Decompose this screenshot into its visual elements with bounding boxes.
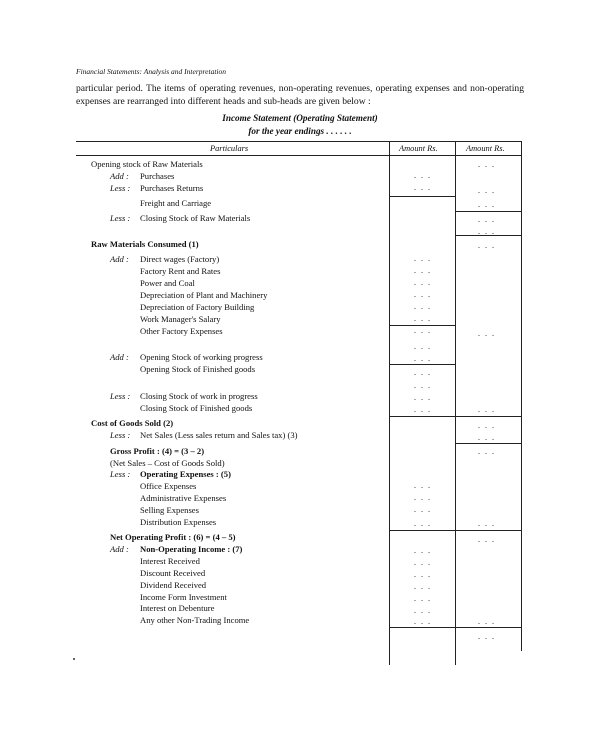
amount-placeholder: . . . <box>414 606 432 615</box>
header-amount-1: Amount Rs. <box>399 144 438 153</box>
row-gross-profit-note: (Net Sales – Cost of Goods Sold) <box>110 458 225 468</box>
subtotal-rule <box>455 211 521 212</box>
amount-placeholder: . . . <box>478 200 496 209</box>
amount-placeholder: . . . <box>478 421 496 430</box>
row-interest-received: Interest Received <box>140 556 200 566</box>
amount-placeholder: . . . <box>414 354 432 363</box>
amount-placeholder: . . . <box>478 405 496 414</box>
subtotal-rule <box>389 196 455 197</box>
intro-paragraph: particular period. The items of operating revenues, non-operating revenues, operating expenses and non-operating expenses are rearranged into different heads and sub-heads are given below : <box>76 83 524 107</box>
column-divider-1 <box>389 141 390 665</box>
amount-placeholder: . . . <box>414 493 432 502</box>
row-discount-received: Discount Received <box>140 568 206 578</box>
row-purchases: Add : Purchases <box>110 171 175 181</box>
amount-placeholder: . . . <box>414 278 432 287</box>
subtotal-rule <box>389 530 521 531</box>
amount-placeholder: . . . <box>414 546 432 555</box>
amount-placeholder: . . . <box>414 171 432 180</box>
row-closing-finished: Closing Stock of Finished goods <box>140 403 253 413</box>
row-power-coal: Power and Coal <box>140 278 195 288</box>
amount-placeholder: . . . <box>478 447 496 456</box>
amount-placeholder: . . . <box>414 519 432 528</box>
row-cogs: Cost of Goods Sold (2) <box>91 418 174 428</box>
amount-placeholder: . . . <box>414 582 432 591</box>
amount-placeholder: . . . <box>414 254 432 263</box>
row-opening-stock: Opening stock of Raw Materials <box>91 159 203 169</box>
row-interest-debenture: Interest on Debenture <box>140 603 215 613</box>
statement-title: Income Statement (Operating Statement) <box>222 113 378 123</box>
scan-speck <box>73 658 75 660</box>
subtotal-rule <box>389 416 521 417</box>
amount-placeholder: . . . <box>414 393 432 402</box>
row-non-operating-income: Add : Non-Operating Income : (7) <box>110 544 243 554</box>
header-amount-2: Amount Rs. <box>466 144 505 153</box>
amount-placeholder: . . . <box>414 617 432 626</box>
statement-subtitle: for the year endings . . . . . . <box>248 126 352 136</box>
row-operating-expenses: Less : Operating Expenses : (5) <box>110 469 231 479</box>
row-purchases-returns: Less : Purchases Returns <box>110 183 204 193</box>
row-selling-expenses: Selling Expenses <box>140 505 199 515</box>
row-direct-wages: Add : Direct wages (Factory) <box>110 254 220 264</box>
amount-placeholder: . . . <box>414 505 432 514</box>
row-other-income: Any other Non-Trading Income <box>140 615 250 625</box>
row-distribution-expenses: Distribution Expenses <box>140 517 217 527</box>
amount-placeholder: . . . <box>414 405 432 414</box>
row-closing-wip: Less : Closing Stock of work in progress <box>110 391 258 401</box>
amount-placeholder: . . . <box>478 215 496 224</box>
row-work-manager: Work Manager's Salary <box>140 314 221 324</box>
running-head: Financial Statements: Analysis and Interpretation <box>76 67 226 76</box>
row-office-expenses: Office Expenses <box>140 481 197 491</box>
amount-placeholder: . . . <box>478 617 496 626</box>
row-raw-consumed: Raw Materials Consumed (1) <box>91 239 199 249</box>
amount-placeholder: . . . <box>414 570 432 579</box>
amount-placeholder: . . . <box>414 594 432 603</box>
subtotal-rule <box>389 627 521 628</box>
row-other-factory: Other Factory Expenses <box>140 326 223 336</box>
amount-placeholder: . . . <box>414 290 432 299</box>
column-divider-2 <box>455 141 456 665</box>
row-dep-building: Depreciation of Factory Building <box>140 302 255 312</box>
amount-placeholder: . . . <box>414 326 432 335</box>
amount-placeholder: . . . <box>414 266 432 275</box>
row-dividend-received: Dividend Received <box>140 580 207 590</box>
row-freight: Freight and Carriage <box>140 198 212 208</box>
amount-placeholder: . . . <box>478 433 496 442</box>
row-net-operating-profit: Net Operating Profit : (6) = (4 – 5) <box>110 532 236 542</box>
amount-placeholder: . . . <box>478 241 496 250</box>
amount-placeholder: . . . <box>414 368 432 377</box>
subtotal-rule <box>455 443 521 444</box>
amount-placeholder: . . . <box>414 302 432 311</box>
row-closing-raw: Less : Closing Stock of Raw Materials <box>110 213 251 223</box>
amount-placeholder: . . . <box>478 329 496 338</box>
row-opening-finished: Opening Stock of Finished goods <box>140 364 256 374</box>
amount-placeholder: . . . <box>478 227 496 236</box>
amount-placeholder: . . . <box>478 535 496 544</box>
subtotal-rule <box>389 364 455 365</box>
row-income-investment: Income Form Investment <box>140 592 227 602</box>
amount-placeholder: . . . <box>478 186 496 195</box>
amount-placeholder: . . . <box>414 342 432 351</box>
header-particulars: Particulars <box>210 144 249 153</box>
row-net-sales: Less : Net Sales (Less sales return and Sales tax) (3) <box>110 430 298 440</box>
amount-placeholder: . . . <box>414 381 432 390</box>
amount-placeholder: . . . <box>414 481 432 490</box>
amount-placeholder: . . . <box>414 314 432 323</box>
amount-placeholder: . . . <box>414 183 432 192</box>
row-gross-profit: Gross Profit : (4) = (3 – 2) <box>110 446 205 456</box>
amount-placeholder: . . . <box>478 519 496 528</box>
amount-placeholder: . . . <box>414 558 432 567</box>
amount-placeholder: . . . <box>478 160 496 169</box>
row-opening-wip: Add : Opening Stock of working progress <box>110 352 263 362</box>
amount-placeholder: . . . <box>478 632 496 641</box>
row-dep-plant: Depreciation of Plant and Machinery <box>140 290 268 300</box>
row-factory-rent: Factory Rent and Rates <box>140 266 221 276</box>
row-admin-expenses: Administrative Expenses <box>140 493 227 503</box>
table-right-rule <box>521 141 522 651</box>
